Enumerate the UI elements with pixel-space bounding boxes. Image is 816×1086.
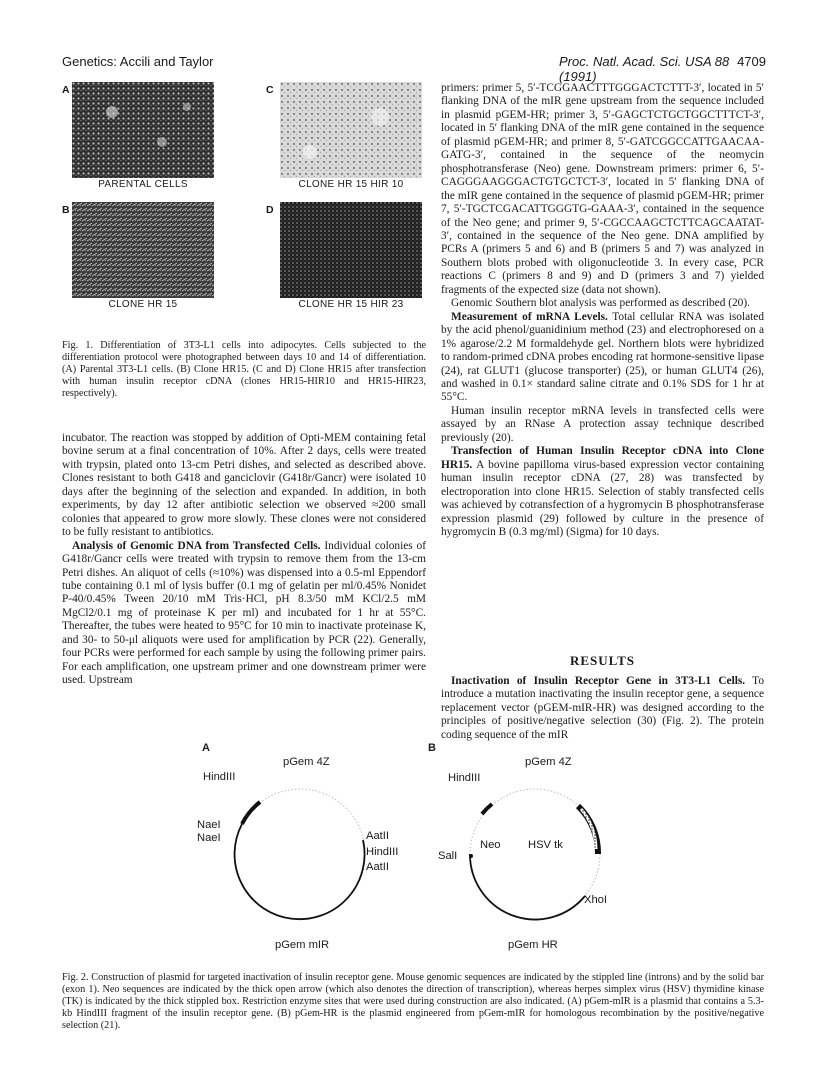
restriction-site-label: NaeI — [197, 832, 221, 844]
paragraph — [441, 445, 764, 539]
plasmid-a-map — [235, 789, 365, 919]
restriction-site-label: HindIII — [448, 772, 481, 784]
panel-caption: CLONE HR 15 — [108, 299, 178, 310]
paragraph-body: A bovine papilloma virus-based expression vector containing human insulin receptor cDNA (27, 28) was transfected by electroporation into clone HR15. Selection of stably transfected cells was achieved by cotransfection of a hygromycin B phosphotransferase expression plasmid (29) followed by culture in the presence of hygromycin B (0.3 mg/ml) (Sigma) for 10 days. — [441, 458, 764, 538]
restriction-site-label: HindIII — [366, 846, 399, 858]
column-1-text — [62, 432, 426, 688]
gene-label: Neo — [480, 839, 501, 851]
paragraph — [441, 675, 764, 742]
restriction-site-label: XhoI — [584, 894, 608, 906]
header-authors: Genetics: Accili and Taylor — [62, 54, 214, 69]
micrograph-image — [72, 202, 214, 298]
figure-2-panel-b-letter: B — [428, 742, 436, 754]
figure-1-panel-d — [266, 202, 420, 310]
header-journal: Proc. Natl. Acad. Sci. USA 88 (1991) — [559, 54, 730, 84]
restriction-site-label: AatII — [366, 861, 390, 873]
paragraph-body: Individual colonies of G418r/Gancr cells were treated with trypsin to remove them from the 13-cm Petri dishes. An aliquot of cells (≈10%) was dispensed into a 0.5-ml Eppendorf tube containing 0.1 ml of lysis buffer (0.1 mg of gelatin per ml/0.45% Nonidet P-40/0.45% Tween 20/10 mM Tris·HCl, pH 8.3/50 mM KCl/2.5 mM MgCl2/0.1 mg of proteinase K per ml) and incubated for 1 hr at 55°C. Thereafter, the tubes were heated to 95°C for 10 min to inactivate proteinase K, and 30- to 50-μl aliquots were used for amplification by PCR (22). Generally, four PCRs were performed for each sample by using the following primer pairs. For each amplification, one upstream primer and one downstream primer were used. Upstream — [62, 539, 427, 687]
vector-label: pGem 4Z — [525, 756, 572, 768]
panel-letter: D — [266, 204, 274, 216]
plasmid-name-label: pGem HR — [508, 939, 558, 951]
micrograph-image — [72, 82, 214, 178]
figure-2 — [180, 744, 660, 964]
column-2-text — [441, 82, 764, 539]
restriction-site-label: NaeI — [197, 819, 221, 831]
restriction-site-label: AatII — [366, 830, 390, 842]
paragraph — [62, 540, 426, 688]
plasmid-diagram — [180, 744, 660, 964]
paragraph: Human insulin receptor mRNA levels in transfected cells were assayed by an RNase A protection assay technique described previously (20). — [441, 404, 764, 444]
micrograph-image — [280, 82, 422, 178]
header-page-number: 4709 — [737, 54, 766, 69]
section-heading: Measurement of mRNA Levels. — [451, 310, 608, 323]
paragraph-body: To introduce a mutation inactivating the insulin receptor gene, a sequence replacement vector (pGEM-mIR-HR) was designed according to the principles of positive/negative selection (30) (Fig. 2). The protein coding sequence of the mIR — [441, 675, 764, 741]
vector-label: pGem 4Z — [283, 756, 330, 768]
panel-letter: A — [62, 84, 70, 96]
panel-letter: B — [62, 204, 70, 216]
figure-2-panel-a-letter: A — [202, 742, 210, 754]
paragraph: incubator. The reaction was stopped by addition of Opti-MEM containing fetal bovine serum at a final concentration of 10%. After 2 days, cells were treated with trypsin, plated onto 13-cm Petri dishes, and selected as described above. Clones resistant to both G418 and ganciclovir (G418r/Gancr) were isolated 10 days after the beginning of the selection and expanded. In addition, in both experiments, by day 12 after antibiotic selection we observed ≈200 small colonies that appeared to grow more slowly. These clones were not considered to be fully resistant to antibiotics. — [62, 432, 426, 539]
figure-2-caption: Fig. 2. Construction of plasmid for targeted inactivation of insulin receptor gene. Mouse genomic sequences are indicated by the stippled line (introns) and by the solid bar (exon 1). Neo sequences are indicated by the thick open arrow (which also denotes the direction of transcription), whereas herpes simplex virus (HSV) thymidine kinase (TK) is indicated by the thick stippled box. Restriction enzyme sites that were used during construction are also indicated. (A) pGem-mIR is a plasmid that contains a 5.3-kb HindIII fragment of the insulin receptor gene. (B) pGem-HR is the plasmid engineered from pGem-mIR for homologous recombination by the positive/negative selection (21). — [62, 972, 764, 1032]
restriction-site-label: SalI — [438, 850, 458, 862]
paragraph-body: Total cellular RNA was isolated by the acid phenol/guanidinium method (23) and electrophoresed on a 1% agarose/2.2 M formaldehyde gel. Northern blots were hybridized to random-primed cDNA probes encoding rat hormone-sensitive lipase (24), rat GLUT1 (glucose transporter) (25), or human GLUT4 (26), and washed in 0.1× standard saline citrate and 0.1% SDS for 1 hr at 55°C. — [441, 310, 765, 404]
micrograph-image — [280, 202, 422, 298]
panel-caption: CLONE HR 15 HIR 23 — [298, 299, 404, 310]
plasmid-name-label: pGem mIR — [275, 939, 330, 951]
panel-caption: CLONE HR 15 HIR 10 — [298, 179, 404, 190]
figure-1-caption: Fig. 1. Differentiation of 3T3-L1 cells into adipocytes. Cells subjected to the differentiation protocol were photographed between days 10 and 14 of differentiation. (A) Parental 3T3-L1 cells. (B) Clone HR15. (C and D) Clone HR15 after transfection with human insulin receptor cDNA (clones HR15-HIR10 and HR15-HIR23, respectively). — [62, 340, 426, 400]
figure-1-panel-a — [62, 82, 212, 190]
restriction-site-label: HindIII — [203, 771, 236, 783]
plasmid-b-map — [469, 789, 600, 919]
results-heading: RESULTS — [569, 653, 636, 668]
figure-1 — [62, 82, 426, 332]
section-heading: Transfection of Human Insulin Receptor cDNA into Clone HR15. — [441, 445, 764, 471]
section-heading: Inactivation of Insulin Receptor Gene in 3T3-L1 Cells. — [451, 675, 746, 687]
paragraph: primers: primer 5, 5′-TCGGAACTTTGGGACTCTTT-3′, located in 5′ flanking DNA of the mIR gene upstream from the sequence included in plasmid pGEM-HR; primer 3, 5′-GAGCTCTGCTGGCTTTCT-3′, located in 5′ flanking DNA of the mIR gene contained in the sequence of plasmid pGEM-HR; and primer 8, 5′-GATCGGCCATTGAACAA-GATG-3′, contained in the sequence of the neomycin phosphotransferase (Neo) gene. Downstream primers: primer 6, 5′-CAGGGAAGGGACTGTGCTCT-3′, located in 5′ flanking DNA of the mIR gene contained in the sequence of plasmid pGEM-HR; primer 7, 5′-TGCTCGACATTGGGTG-GAAA-3′, contained in the sequence of the Neo gene; and primer 9, 5′-CGCCAAGCTCTTCAGCAATAT-3′, contained in the sequence of the Neo gene. DNA amplified by PCRs A (primers 5 and 6) and B (primers 5 and 7) was analyzed in Southern blots probed with oligonucleotide 3. In every case, PCR reactions C (primers 8 and 9) and D (primers 3 and 7) yielded fragments of the expected size (data not shown). — [441, 82, 764, 296]
figure-1-panel-b — [62, 202, 212, 310]
gene-label: HSV tk — [528, 839, 563, 851]
panel-caption: PARENTAL CELLS — [98, 179, 188, 190]
paragraph — [441, 311, 764, 405]
paragraph: Genomic Southern blot analysis was performed as described (20). — [451, 297, 750, 310]
figure-1-panel-c — [266, 82, 420, 190]
section-heading: Analysis of Genomic DNA from Transfected Cells. — [72, 539, 321, 552]
running-header — [62, 54, 766, 84]
column-2-results-text — [441, 675, 764, 742]
panel-letter: C — [266, 84, 274, 96]
